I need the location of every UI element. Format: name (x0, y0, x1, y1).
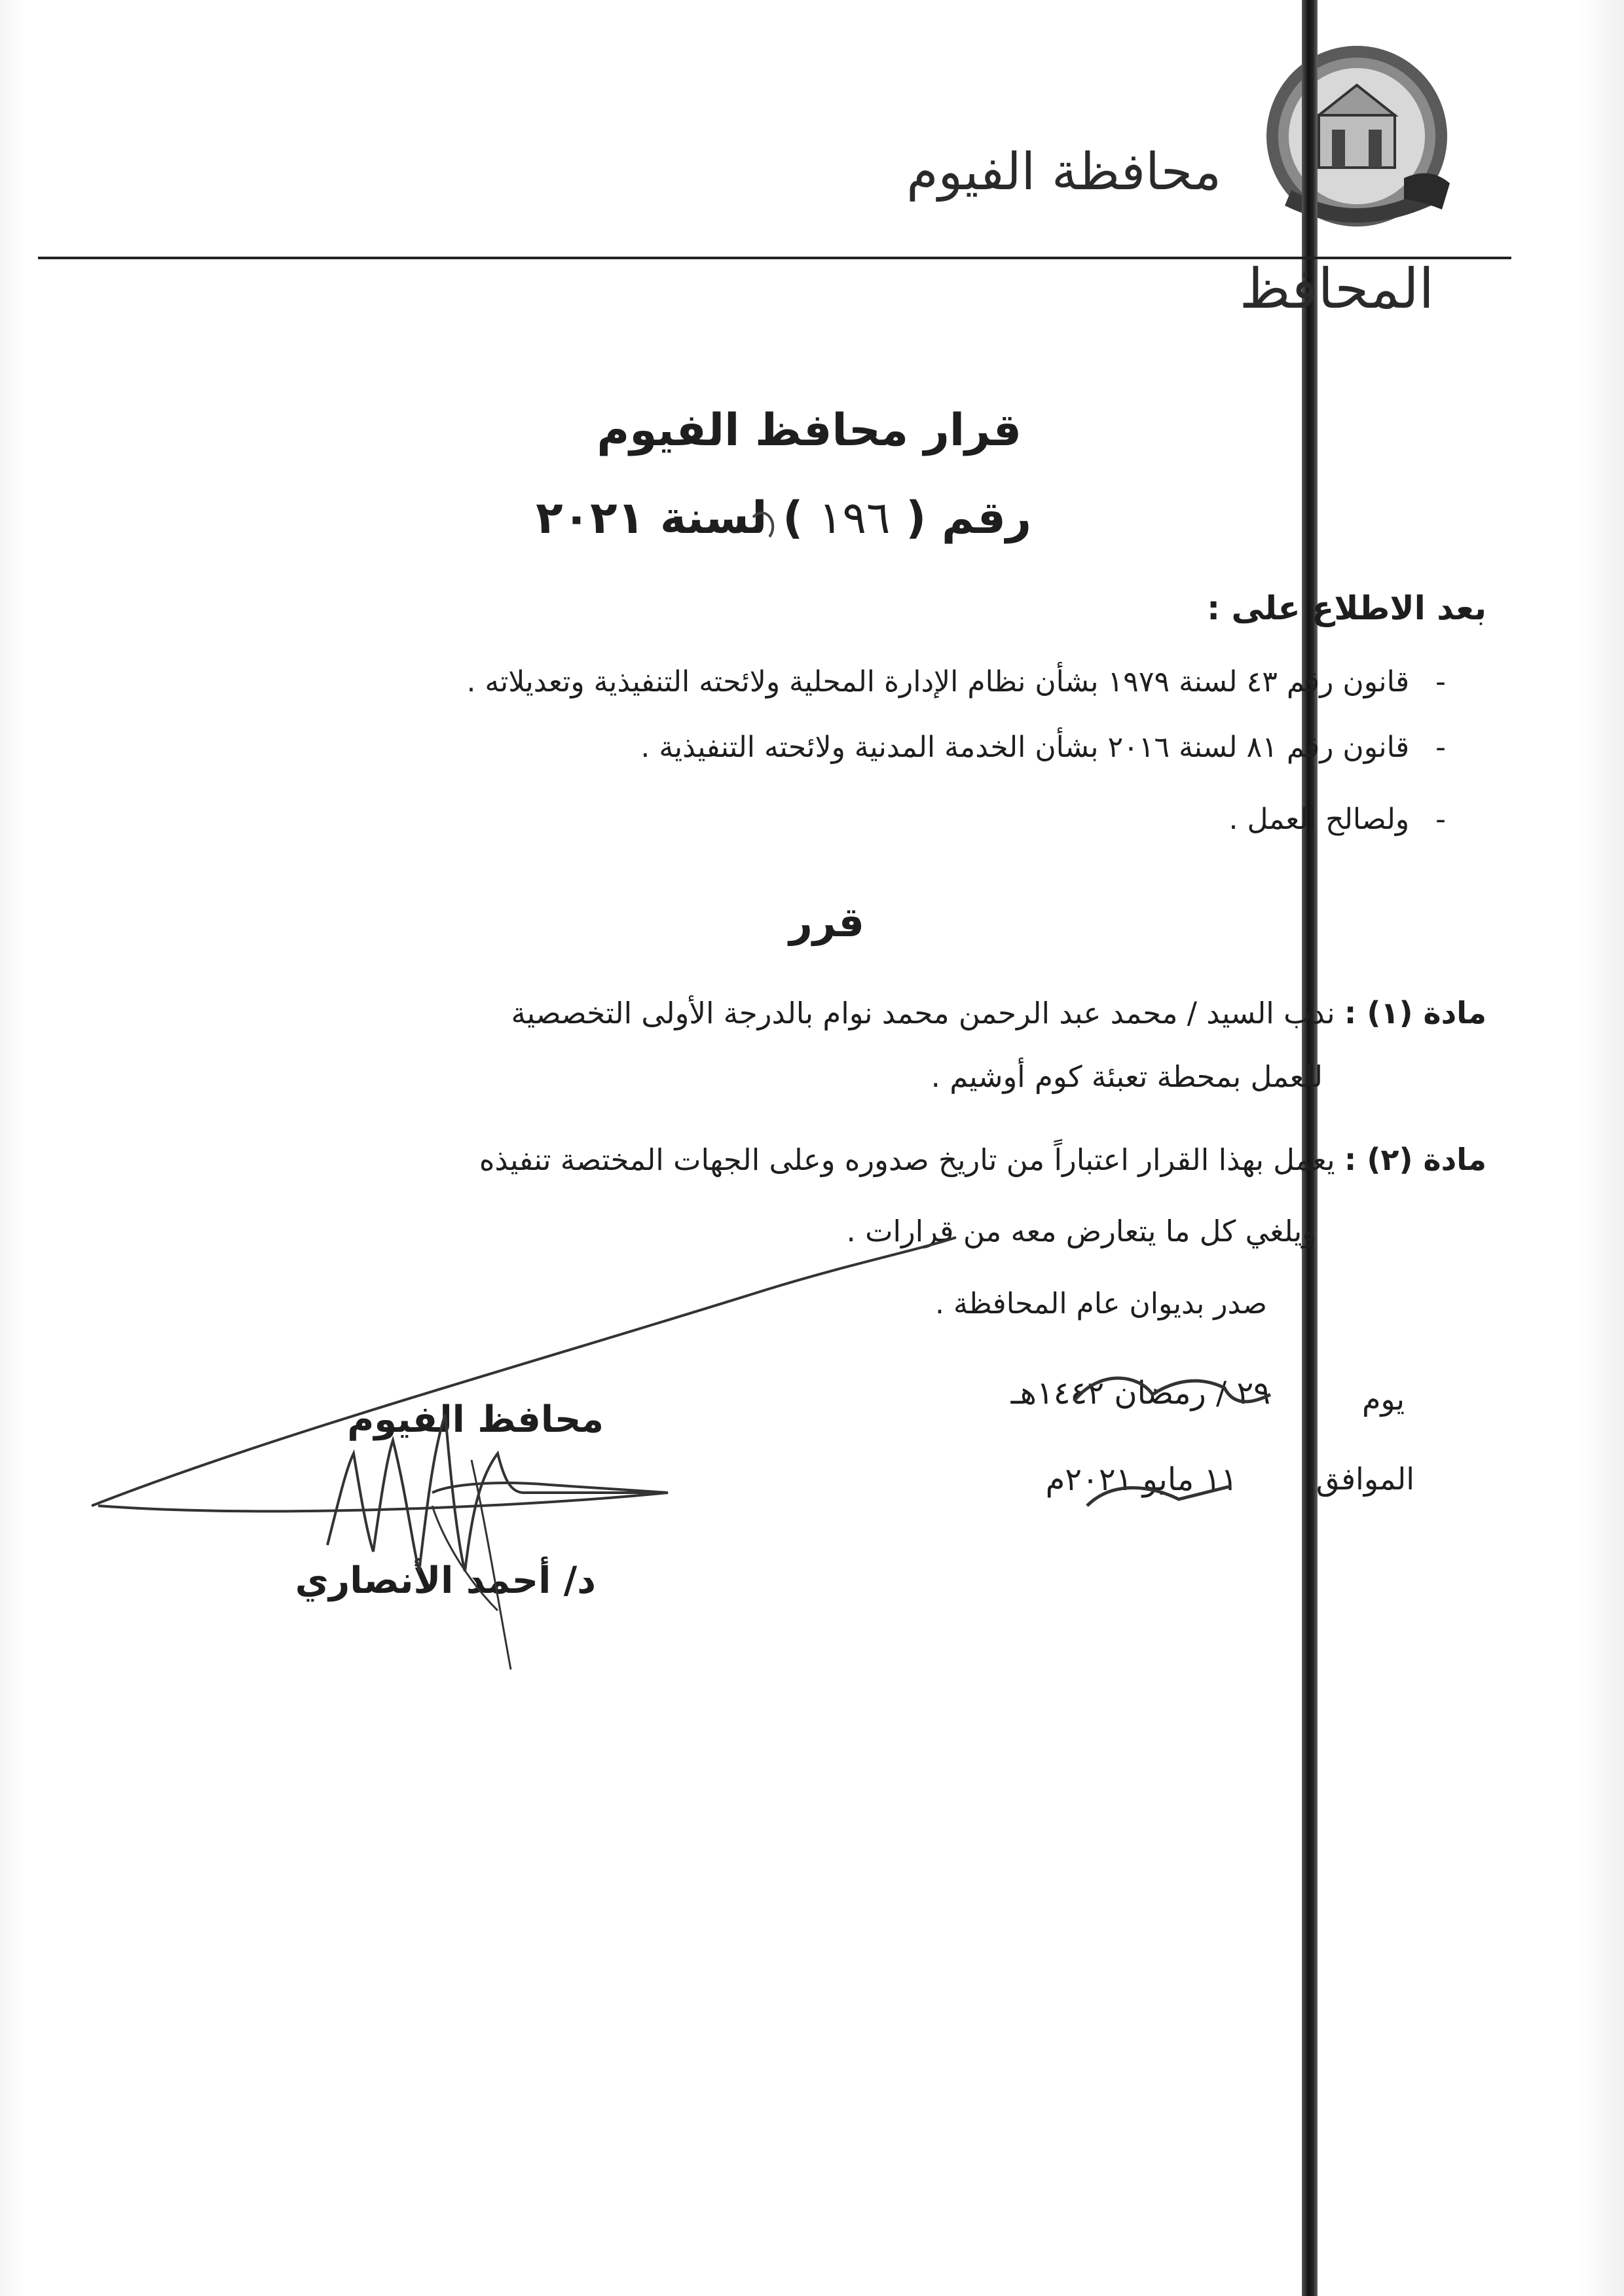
article-heading: مادة (١) : (1344, 995, 1486, 1030)
signatory-name: د/ أحمد الأنصاري (295, 1559, 596, 1602)
decision-number-prefix: رقم ( (906, 492, 1031, 544)
issued-statement: صدر بديوان عام المحافظة . (935, 1287, 1267, 1321)
article-1 (511, 995, 1486, 1030)
handwritten-signature (79, 1152, 1126, 1676)
decree-heading: قرر (789, 898, 864, 946)
office-label: المحافظ (1239, 257, 1434, 321)
list-dash: - (1435, 665, 1446, 699)
preamble-item-text: قانون رقم ٨١ لسنة ٢٠١٦ بشأن الخدمة المدنية ولائحته التنفيذية . (640, 731, 1410, 764)
day-label: يوم (1361, 1381, 1405, 1417)
governorate-seal (1259, 38, 1455, 234)
scan-edge-shading (1578, 0, 1624, 2296)
article-text: ندب السيد / محمد عبد الرحمن محمد نوام بالدرجة الأولى التخصصية (511, 996, 1335, 1030)
preamble-item (1229, 803, 1447, 836)
preamble-item (640, 731, 1446, 764)
article-heading: مادة (٢) : (1344, 1142, 1486, 1177)
preamble-item (466, 665, 1446, 699)
governorate-name: محافظة الفيوم (906, 143, 1221, 202)
decision-number-value: ١٩٦ (818, 492, 891, 544)
preamble-intro: بعد الاطلاع على : (1207, 589, 1486, 627)
article-text: يعمل بهذا القرار اعتباراً من تاريخ صدوره وعلى الجهات المختصة تنفيذه (479, 1142, 1335, 1177)
article-2-continuation: ويلغي كل ما يتعارض معه من قرارات . (846, 1214, 1316, 1248)
decision-number (536, 492, 1031, 544)
preamble-item-text: قانون رقم ٤٣ لسنة ١٩٧٩ بشأن نظام الإدارة المحلية ولائحته التنفيذية وتعديلاته . (466, 665, 1410, 699)
scan-edge-shading (0, 0, 26, 2296)
signatory-title: محافظ الفيوم (347, 1398, 604, 1441)
article-1-continuation: للعمل بمحطة تعبئة كوم أوشيم . (931, 1059, 1323, 1094)
hijri-date: ٢٩ / رمضان ١٤٤٢هـ (1010, 1375, 1270, 1412)
list-dash: - (1435, 731, 1446, 764)
corresponding-label: الموافق (1316, 1461, 1414, 1497)
preamble-item-text: ولصالح العمل . (1228, 803, 1410, 836)
list-dash: - (1435, 803, 1446, 836)
decision-title: قرار محافظ الفيوم (597, 405, 1022, 456)
gregorian-date: ١١ مايو ٢٠٢١م (1045, 1461, 1238, 1498)
decision-number-suffix: ) لسنة ٢٠٢١ (536, 492, 803, 544)
